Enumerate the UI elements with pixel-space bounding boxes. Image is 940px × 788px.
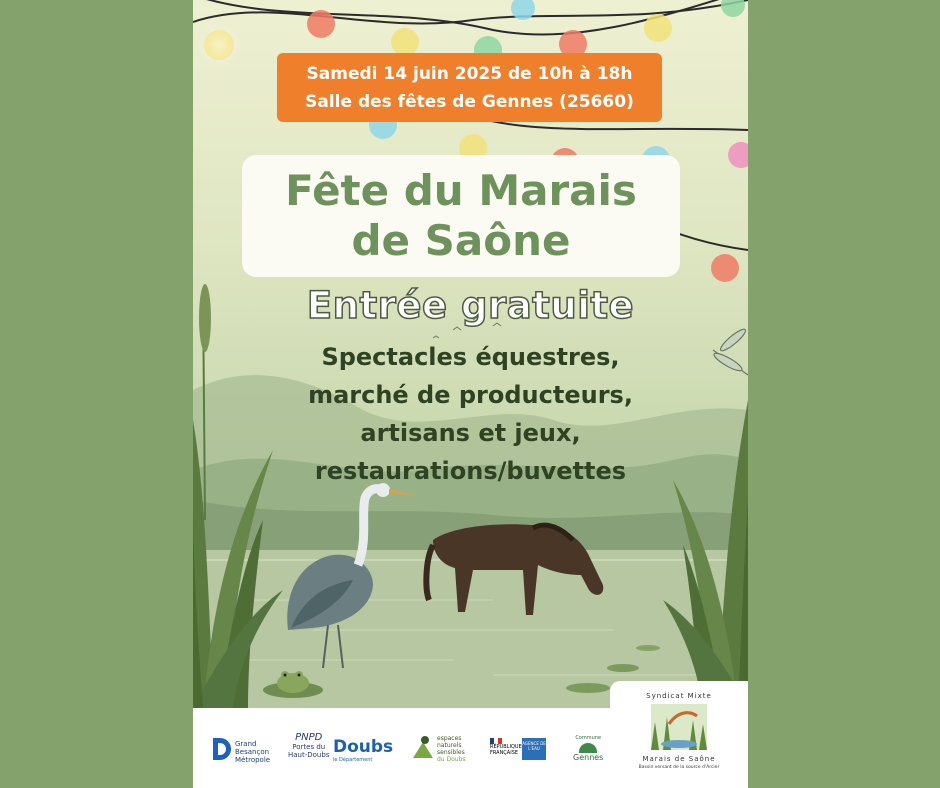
event-title-line2: de Saône xyxy=(351,216,571,265)
event-date: Samedi 14 juin 2025 de 10h à 18h xyxy=(306,63,633,84)
grand-besancon-logo: Grand Besançon Métropole xyxy=(213,738,278,764)
event-date-venue-box xyxy=(277,53,662,122)
event-title-line1: Fête du Marais xyxy=(285,166,637,215)
doubs-departement-logo: Doubs le Département xyxy=(333,737,394,763)
activity-item: marché de producteurs, xyxy=(308,381,633,409)
marsh-emblem-icon xyxy=(649,702,709,752)
espaces-naturels-sensibles-logo: espaces naturels sensibles du Doubs xyxy=(411,734,473,764)
agence-eau-logo: AGENCE DE L'EAU xyxy=(522,738,546,760)
event-venue: Salle des fêtes de Gennes (25660) xyxy=(305,91,634,112)
syndicat-mixte-logo: Syndicat Mixte Marais de Saône Bassin versant de la source d'Arcier xyxy=(610,681,748,788)
free-entry-text: Entrée gratuite xyxy=(306,284,635,327)
bird-icon xyxy=(411,734,435,762)
event-title-box xyxy=(242,155,680,277)
republique-francaise-logo: RÉPUBLIQUE FRANÇAISE xyxy=(490,738,522,756)
portes-haut-doubs-logo: PNPD Portes du Haut-Doubs xyxy=(288,732,330,759)
activity-item: restaurations/buvettes xyxy=(314,457,627,485)
event-poster xyxy=(193,0,748,788)
commune-gennes-logo: Commune Gennes xyxy=(573,735,604,762)
activities-list xyxy=(193,338,748,490)
activity-item: artisans et jeux, xyxy=(360,419,581,447)
activity-item: Spectacles équestres, xyxy=(321,343,620,371)
